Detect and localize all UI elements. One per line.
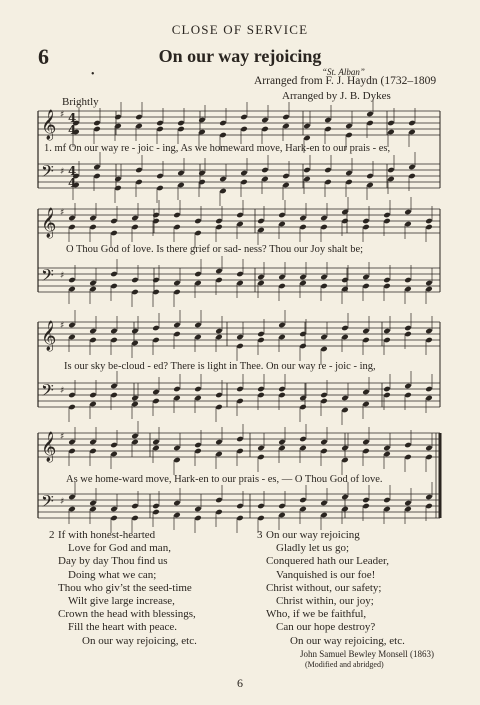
verse-line: Crown the head with blessings, (58, 608, 196, 621)
verse-line: Who, if we be faithful, (266, 608, 367, 621)
verse-line: Doing what we can; (68, 568, 157, 581)
verse-line: Conquered hath our Leader, (266, 555, 389, 568)
lyric-line-3: Is our sky be-cloud - ed? There is light in Thee. On our way re - joic - ing, (64, 361, 376, 372)
arranger-credit: Arranged by J. B. Dykes (282, 90, 391, 102)
key-signature-sharp: ♯ (60, 167, 65, 177)
bass-clef: 𝄢 (41, 491, 54, 515)
section-heading: CLOSE OF SERVICE (171, 22, 309, 37)
verse-refrain: On our way rejoicing, etc. (82, 634, 197, 647)
verse-line: Wilt give large increase, (68, 595, 175, 608)
verse-2-number: 2 (49, 529, 55, 541)
time-signature: 4 (68, 164, 77, 178)
time-signature: 4 (68, 123, 77, 137)
key-signature-sharp: ♯ (60, 432, 65, 442)
key-signature-sharp: ♯ (60, 497, 65, 507)
verse-3 (257, 529, 405, 648)
modification-note: (Modified and abridged) (305, 660, 384, 669)
verse-line: Day by day Thou find us (58, 555, 168, 568)
tune-name: “St. Alban” (322, 67, 365, 77)
verse-line: Gladly let us go; (276, 542, 350, 555)
verse-line: If with honest-hearted (58, 529, 156, 541)
key-signature-sharp: ♯ (60, 208, 65, 218)
treble-clef: 𝄞 (41, 208, 57, 238)
time-signature: 4 (68, 176, 77, 190)
composer-credit: Arranged from F. J. Haydn (1732–1809 (254, 75, 437, 87)
verse-line: Thou who giv’st the seed-time (58, 581, 192, 594)
verse-line: Fill the heart with peace. (68, 621, 178, 634)
author-credit: John Samuel Bewley Monsell (1863) (300, 649, 434, 659)
treble-clef: 𝄞 (41, 432, 57, 462)
bass-clef: 𝄢 (41, 161, 54, 185)
bass-clef: 𝄢 (41, 380, 54, 404)
verse-3-number: 3 (257, 529, 263, 541)
hymn-title: On our way rejoicing (158, 46, 322, 66)
key-signature-sharp: ♯ (60, 110, 65, 120)
key-signature-sharp: ♯ (60, 271, 65, 281)
time-signature: 4 (68, 111, 77, 125)
verse-2 (49, 529, 197, 648)
tempo-marking: Brightly (62, 96, 99, 108)
treble-clef: 𝄞 (41, 110, 57, 140)
key-signature-sharp: ♯ (60, 321, 65, 331)
treble-clef: 𝄞 (41, 321, 57, 351)
verse-line: Love for God and man, (68, 542, 171, 555)
bass-clef: 𝄢 (41, 265, 54, 289)
verse-line: On our way rejoicing (266, 529, 360, 541)
verse-line: Vanquished is our foe! (276, 568, 376, 581)
verse-line: Christ within, our joy; (276, 595, 374, 608)
page-number: 6 (237, 676, 243, 690)
lyric-line-4: As we home-ward move, Hark-en to our prais - es, — O Thou God of love. (66, 474, 383, 485)
hymn-number: 6 (38, 44, 49, 69)
verse-line: Christ without, our safety; (266, 581, 382, 594)
verse-line: Can our hope destroy? (276, 621, 376, 634)
ornament-dot: • (91, 69, 95, 80)
key-signature-sharp: ♯ (60, 386, 65, 396)
lyric-line-1: 1. mf On our way re - joic - ing, As we homeward move, Hark-en to our prais - es, (44, 143, 391, 154)
lyric-line-2: O Thou God of love. Is there grief or sad- ness? Thou our Joy shalt be; (66, 244, 364, 255)
verse-refrain: On our way rejoicing, etc. (290, 634, 405, 647)
